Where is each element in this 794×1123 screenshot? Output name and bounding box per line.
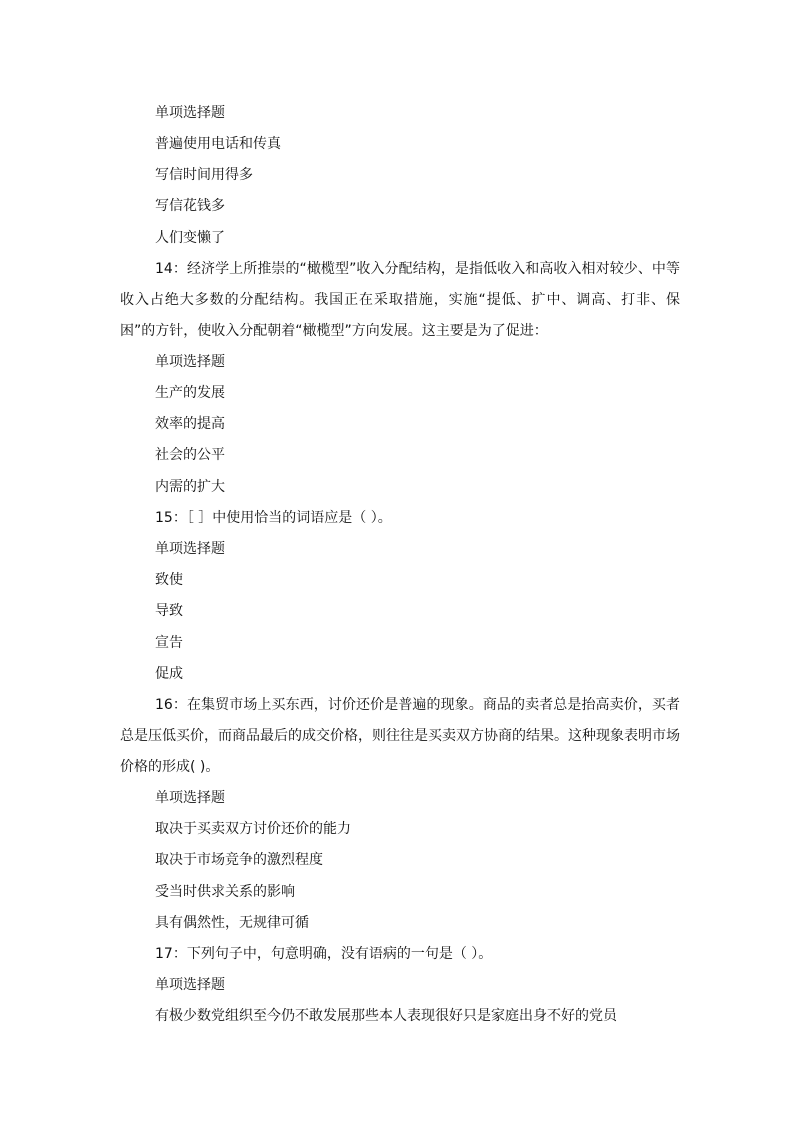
question-17-text: 17：下列句子中，句意明确，没有语病的一句是（ ）。 xyxy=(155,946,493,962)
option-b: 导致 xyxy=(155,603,183,619)
option-c: 受当时供求关系的影响 xyxy=(155,884,295,900)
question-type-label: 单项选择题 xyxy=(155,541,225,557)
option-a: 取决于买卖双方讨价还价的能力 xyxy=(155,821,351,837)
option-c: 写信花钱多 xyxy=(155,198,225,214)
option-b: 效率的提高 xyxy=(155,416,225,432)
option-a: 有极少数党组织至今仍不敢发展那些本人表现很好只是家庭出身不好的党员 xyxy=(155,1008,617,1024)
option-d: 促成 xyxy=(155,666,183,682)
question-type-label: 单项选择题 xyxy=(155,790,225,806)
question-16-text: 16：在集贸市场上买东西，讨价还价是普遍的现象。商品的卖者总是抬高卖价，买者总是压低买价，而商品最后的成交价格，则往往是买卖双方协商的结果。这种现象表明市场价格的形成( )。 xyxy=(120,697,680,775)
question-14-text: 14：经济学上所推崇的“橄榄型”收入分配结构，是指低收入和高收入相对较少、中等收入占绝大多数的分配结构。我国正在采取措施，实施“提低、扩中、调高、打非、保困”的方针，使收入分配朝着“橄榄型”方向发展。这主要是为了促进： xyxy=(120,261,680,339)
option-d: 具有偶然性，无规律可循 xyxy=(155,915,309,931)
option-a: 普遍使用电话和传真 xyxy=(155,136,281,152)
option-b: 写信时间用得多 xyxy=(155,167,253,183)
question-15-text: 15：［ ］中使用恰当的词语应是（ ）。 xyxy=(155,510,392,526)
option-a: 生产的发展 xyxy=(155,385,225,401)
question-type-label: 单项选择题 xyxy=(155,977,225,993)
option-c: 社会的公平 xyxy=(155,447,225,463)
option-c: 宣告 xyxy=(155,635,183,651)
option-d: 人们变懒了 xyxy=(155,230,225,246)
question-type-label: 单项选择题 xyxy=(155,105,225,121)
option-d: 内需的扩大 xyxy=(155,479,225,495)
option-a: 致使 xyxy=(155,572,183,588)
question-type-label: 单项选择题 xyxy=(155,354,225,370)
option-b: 取决于市场竞争的激烈程度 xyxy=(155,852,323,868)
